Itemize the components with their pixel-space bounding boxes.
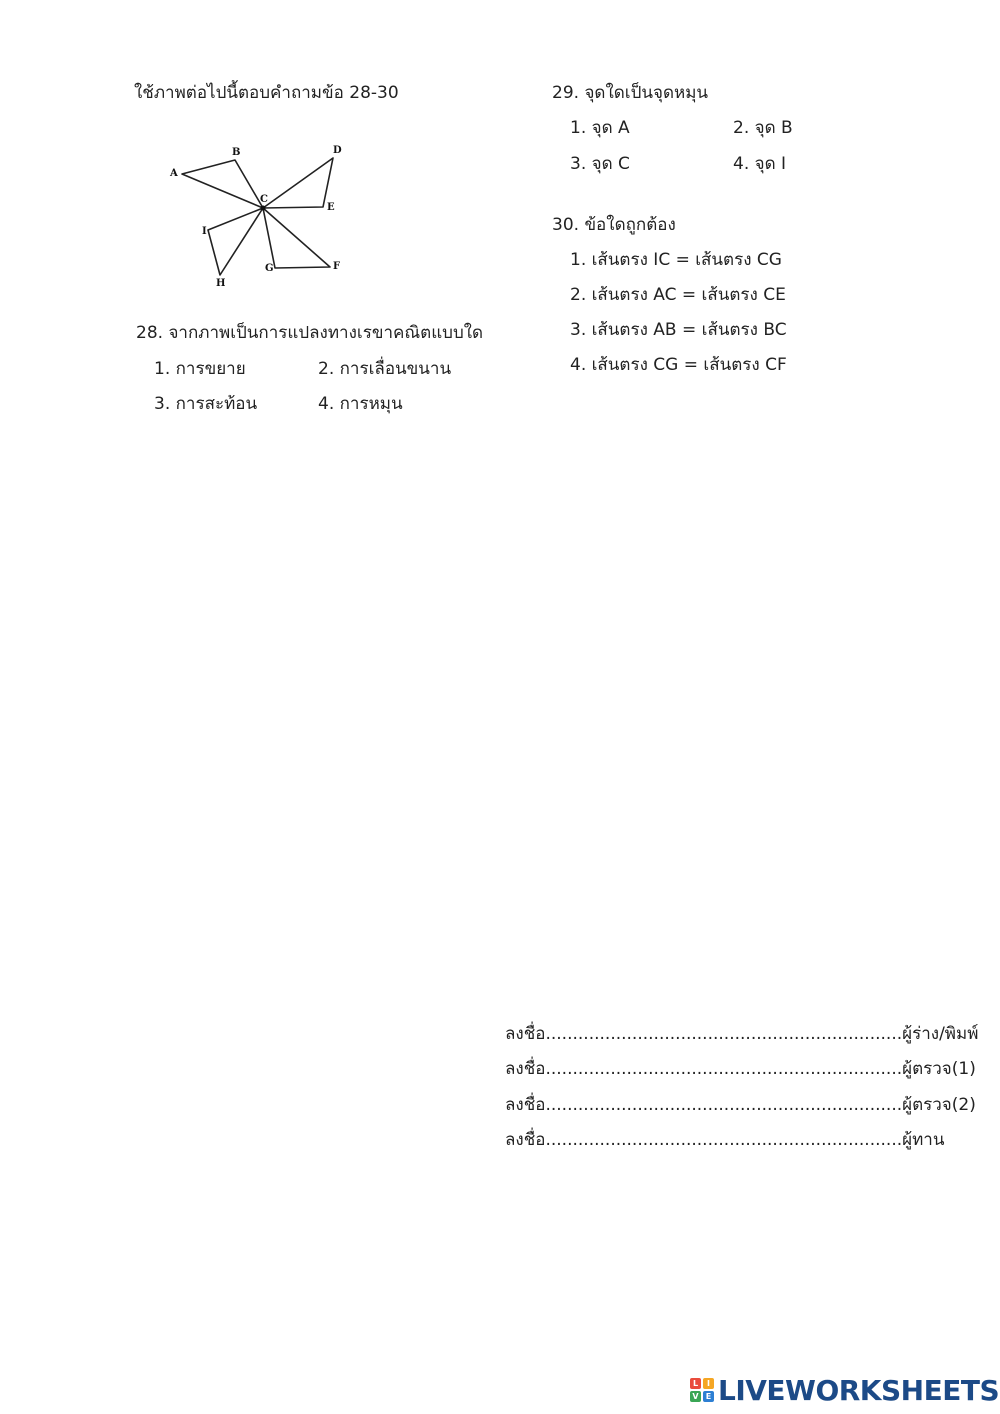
center-point-c [261,206,266,211]
signature-line-reviewer-2 [505,1094,976,1116]
label-b: B [232,147,241,158]
signature-dots: .................................................................. [545,1130,903,1150]
label-a: A [170,168,178,179]
q28-option-3[interactable]: 3. การสะท้อน [154,394,258,414]
signature-role: ผู้ตรวจ(2) [902,1095,976,1115]
liveworksheets-logo-icon [690,1378,714,1402]
q29-option-3[interactable]: 3. จุด C [570,154,630,174]
triangle-cde [263,158,333,208]
signature-prefix: ลงชื่อ [505,1059,546,1079]
signature-prefix: ลงชื่อ [505,1095,546,1115]
logo-letter-i: I [703,1378,714,1389]
signature-line-reviewer-1 [505,1058,976,1080]
signature-prefix: ลงชื่อ [505,1130,546,1150]
signature-role: ผู้ตรวจ(1) [902,1059,976,1079]
signature-line-approver [505,1129,944,1151]
logo-letter-v: V [690,1391,701,1402]
logo-letter-l: L [690,1378,701,1389]
signature-prefix: ลงชื่อ [505,1024,546,1044]
liveworksheets-wordmark: LIVEWORKSHEETS [718,1373,1000,1407]
rotation-figure-svg [160,140,360,290]
q30-question: 30. ข้อใดถูกต้อง [552,215,676,235]
label-f: F [333,261,341,272]
q28-question: 28. จากภาพเป็นการแปลงทางเรขาคณิตแบบใด [136,323,484,343]
q28-option-1[interactable]: 1. การขยาย [154,359,246,379]
q30-option-1[interactable]: 1. เส้นตรง IC = เส้นตรง CG [570,250,782,270]
label-e: E [327,202,335,213]
label-g: G [265,263,274,274]
label-c: C [260,194,268,205]
signature-line-drafter [505,1023,978,1045]
triangle-chi [208,208,263,275]
logo-letter-e: E [703,1391,714,1402]
triangle-abc [182,160,263,208]
rotation-diagram [160,140,360,290]
signature-dots: .................................................................. [545,1095,903,1115]
liveworksheets-logo[interactable] [690,1372,999,1408]
q29-option-2[interactable]: 2. จุด B [733,118,793,138]
q29-option-1[interactable]: 1. จุด A [570,118,630,138]
q29-question: 29. จุดใดเป็นจุดหมุน [552,83,709,103]
label-d: D [333,145,342,156]
q28-option-4[interactable]: 4. การหมุน [318,394,403,414]
signature-dots: .................................................................. [545,1059,903,1079]
instruction-text: ใช้ภาพต่อไปนี้ตอบคำถามข้อ 28-30 [134,83,399,103]
q30-option-3[interactable]: 3. เส้นตรง AB = เส้นตรง BC [570,320,787,340]
signature-role: ผู้ทาน [902,1130,945,1150]
q30-option-4[interactable]: 4. เส้นตรง CG = เส้นตรง CF [570,355,787,375]
signature-role: ผู้ร่าง/พิมพ์ [902,1024,979,1044]
signature-dots: .................................................................. [545,1024,903,1044]
q30-option-2[interactable]: 2. เส้นตรง AC = เส้นตรง CE [570,285,786,305]
q29-option-4[interactable]: 4. จุด I [733,154,787,174]
triangle-cfg [263,208,330,268]
q28-option-2[interactable]: 2. การเลื่อนขนาน [318,359,452,379]
label-h: H [216,278,226,289]
label-i: I [202,226,207,237]
